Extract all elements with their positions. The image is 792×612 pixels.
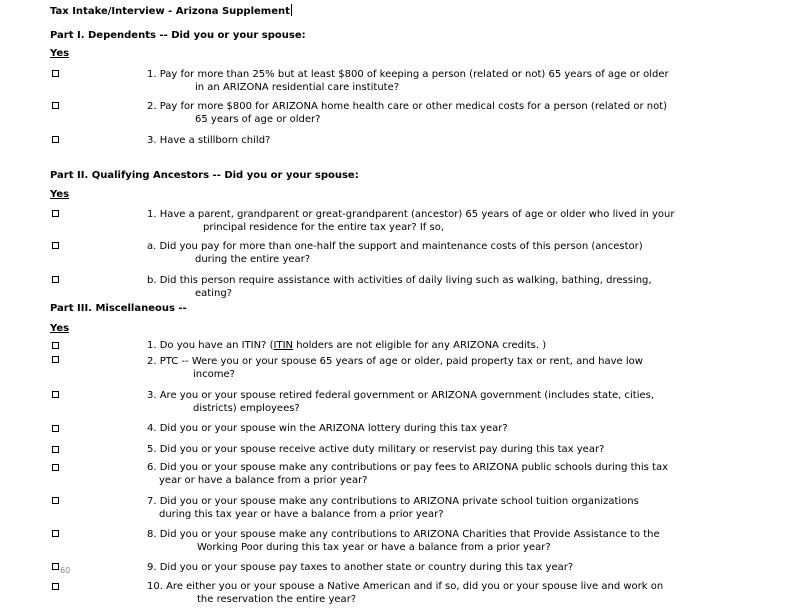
part2-qb-checkbox[interactable] [52, 276, 59, 283]
part3-q4-checkbox[interactable] [52, 425, 59, 432]
part1-q3 [147, 134, 787, 147]
document-title [50, 4, 292, 17]
part2-yes-label: Yes [50, 189, 70, 200]
part3-q3-line2: districts) employees? [193, 403, 300, 414]
part2-qa-line1: a. Did you pay for more than one-half the support and maintenance costs of this person (ancestor) [147, 241, 643, 252]
part3-q2-line1: 2. PTC -- Were you or your spouse 65 years of age or older, paid property tax or rent, and have low [147, 356, 643, 367]
part2-qb-line2: eating? [195, 288, 232, 299]
part3-q9-checkbox[interactable] [52, 563, 59, 570]
part1-q1-checkbox[interactable] [52, 70, 59, 77]
part2-qa-line2: during the entire year? [195, 254, 311, 265]
part1-q1-line2: in an ARIZONA residential care institute? [195, 82, 400, 93]
itin-link[interactable]: ITIN [273, 340, 294, 351]
part1-q2-line2: 65 years of age or older? [195, 114, 321, 125]
part1-q3-line1: 3. Have a stillborn child? [147, 135, 271, 146]
part2-q1-line2: principal residence for the entire tax year? If so, [203, 222, 445, 233]
part3-q2 [147, 355, 787, 381]
part2-q1 [147, 208, 787, 234]
part3-q9-line1: 9. Did you or your spouse pay taxes to another state or country during this tax year? [147, 562, 574, 573]
part3-q7-checkbox[interactable] [52, 497, 59, 504]
part3-q3 [147, 389, 787, 415]
part3-q8-checkbox[interactable] [52, 530, 59, 537]
part3-q6-line2: year or have a balance from a prior year? [159, 475, 368, 486]
part3-q10-line1: 10. Are either you or your spouse a Native American and if so, did you or your spouse live and work on [147, 581, 664, 592]
part1-q3-checkbox[interactable] [52, 136, 59, 143]
page-number: 60 [60, 566, 71, 575]
part3-q8 [147, 528, 787, 554]
part3-q1-checkbox[interactable] [52, 342, 59, 349]
part3-q5-checkbox[interactable] [52, 446, 59, 453]
part1-q1 [147, 68, 787, 94]
part1-q2-line1: 2. Pay for more $800 for ARIZONA home health care or other medical costs for a person (related or not) [147, 101, 668, 112]
part1-q2 [147, 100, 787, 126]
part3-q3-checkbox[interactable] [52, 391, 59, 398]
part2-qa [147, 240, 787, 266]
part2-qa-checkbox[interactable] [52, 242, 59, 249]
part3-q1-suffix: holders are not eligible for any ARIZONA credits. ) [293, 340, 547, 351]
part2-qb-line1: b. Did this person require assistance with activities of daily living such as walking, bathing, dressing, [147, 275, 652, 286]
part3-q2-checkbox[interactable] [52, 356, 59, 363]
part3-q7-line2: during this tax year or have a balance from a prior year? [159, 509, 444, 520]
part3-q5-line1: 5. Did you or your spouse receive active duty military or reservist pay during this tax year? [147, 444, 605, 455]
part3-q7 [147, 495, 787, 521]
part2-q1-checkbox[interactable] [52, 210, 59, 217]
part2-qb [147, 274, 787, 300]
title-text: Tax Intake/Interview - Arizona Supplement [50, 6, 290, 17]
part1-yes-label: Yes [50, 48, 70, 59]
part3-yes-label: Yes [50, 323, 70, 334]
part2-q1-line1: 1. Have a parent, grandparent or great-grandparent (ancestor) 65 years of age or older who lived in your [147, 209, 675, 220]
part3-q1-text: 1. Do you have an ITIN? ( [147, 340, 274, 351]
text-cursor [291, 4, 292, 16]
part3-q8-line1: 8. Did you or your spouse make any contributions to ARIZONA Charities that Provide Assistance to the [147, 529, 660, 540]
part3-q2-line2: income? [193, 369, 235, 380]
part3-q6-line1: 6. Did you or your spouse make any contributions or pay fees to ARIZONA public schools during this tax [147, 462, 669, 473]
part3-q3-line1: 3. Are you or your spouse retired federal government or ARIZONA government (includes state, cities, [147, 390, 655, 401]
part3-q10-line2: the reservation the entire year? [197, 594, 357, 605]
part1-q1-line1: 1. Pay for more than 25% but at least $800 of keeping a person (related or not) 65 years of age or older [147, 69, 669, 80]
part3-q6 [147, 461, 787, 487]
part1-q2-checkbox[interactable] [52, 102, 59, 109]
part3-heading: Part III. Miscellaneous -- [50, 303, 187, 314]
part3-q6-checkbox[interactable] [52, 464, 59, 471]
part3-q9 [147, 561, 787, 574]
part3-q8-line2: Working Poor during this tax year or have a balance from a prior year? [197, 542, 551, 553]
part2-heading: Part II. Qualifying Ancestors -- Did you or your spouse: [50, 170, 359, 181]
part3-q7-line1: 7. Did you or your spouse make any contributions to ARIZONA private school tuition organizations [147, 496, 639, 507]
part1-heading: Part I. Dependents -- Did you or your spouse: [50, 30, 306, 41]
part3-q10-checkbox[interactable] [52, 583, 59, 590]
part3-q1 [147, 339, 787, 352]
part3-q5 [147, 443, 787, 456]
part3-q4-line1: 4. Did you or your spouse win the ARIZONA lottery during this tax year? [147, 423, 508, 434]
part3-q10 [147, 580, 787, 606]
part3-q4 [147, 422, 787, 435]
